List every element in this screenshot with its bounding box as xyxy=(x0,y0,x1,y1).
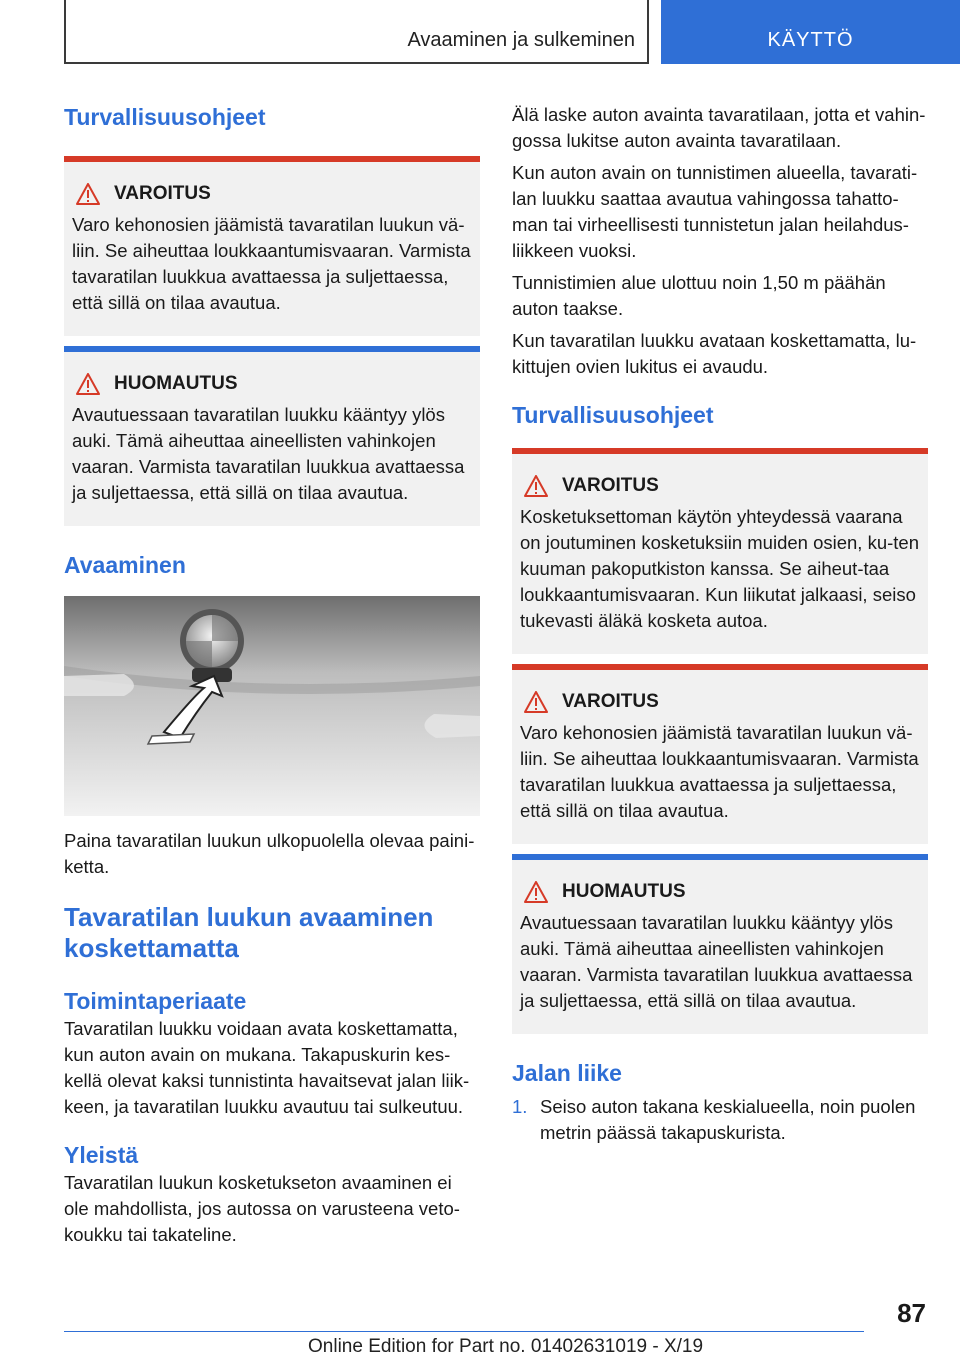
warning-title xyxy=(520,472,920,500)
left-column xyxy=(64,96,480,1248)
page-number: 87 xyxy=(897,1298,926,1328)
heading-safety-right: Turvallisuusohjeet xyxy=(512,402,714,428)
paragraph-key-inside: Älä laske auton avainta tavaratilaan, jotta et vahin-gossa lukitse auton avainta tavaratilaan. xyxy=(512,104,926,151)
principle-text: Tavaratilan luukku voidaan avata koskettamatta, kun auton avain on mukana. Takapuskurin kes-kellä olevat kaksi tunnistinta havaitsevat jalan liik-keen, ja tavaratilan luukku avautuu tai sulkeutuu. xyxy=(64,1018,470,1117)
trunk-illustration-svg xyxy=(64,596,480,816)
heading-general: Yleistä xyxy=(64,1142,139,1168)
warning-title xyxy=(72,180,472,208)
chapter-title: Avaaminen ja sulkeminen xyxy=(407,29,635,51)
general-text: Tavaratilan luukun kosketukseton avaaminen ei ole mahdollista, jos autossa on varusteena veto-koukku tai takateline. xyxy=(64,1172,460,1245)
notice-text: Avautuessaan tavaratilan luukku kääntyy ylös auki. Tämä aiheuttaa aineellisten vahinkojen vaaran. Varmista tavaratilan luukkua avattaessa ja suljettaessa, että sillä on tilaa avautua. xyxy=(520,912,913,1011)
warning-text: Kosketuksettoman käytön yhteydessä vaarana on joutuminen kosketuksiin muiden osien, ku-ten kuuman pakoputkiston kanssa. Se aiheut-taa loukkaantumisvaaran. Kun liikutat jalkaasi, seiso tukevasti äläkä kosketa autoa. xyxy=(520,506,920,631)
warning-text: Varo kehonosien jäämistä tavaratilan luukun vä-liin. Se aiheuttaa loukkaantumisvaaran. Varmista tavaratilan luukkua avattaessa ja suljettaessa, että sillä on tilaa avautua. xyxy=(520,722,919,821)
heading-safety: Turvallisuusohjeet xyxy=(64,104,266,130)
footer-divider xyxy=(64,1331,864,1332)
heading-opening: Avaaminen xyxy=(64,552,186,578)
warning-label: VAROITUS xyxy=(562,691,659,712)
warning-title xyxy=(520,688,920,716)
warning-label: VAROITUS xyxy=(114,183,211,204)
step-text: Seiso auton takana keskialueella, noin puolen metrin päässä takapuskurista. xyxy=(540,1096,916,1143)
notice-box xyxy=(64,346,480,526)
notice-label: HUOMAUTUS xyxy=(114,373,238,394)
footer-edition: Online Edition for Part no. 01402631019 - X/19 xyxy=(308,1336,704,1357)
section-title: KÄYTTÖ xyxy=(767,29,854,51)
right-column xyxy=(512,96,928,1146)
paragraph-doors-locked: Kun tavaratilan luukku avataan koskettamatta, lu-kittujen ovien lukitus ei avaudu. xyxy=(512,330,917,377)
trunk-button-illustration xyxy=(64,596,480,816)
warning-box xyxy=(512,664,928,844)
warning-box xyxy=(512,448,928,654)
notice-title xyxy=(72,370,472,398)
warning-triangle-icon xyxy=(524,881,548,903)
heading-foot-movement: Jalan liike xyxy=(512,1060,622,1086)
notice-label: HUOMAUTUS xyxy=(562,881,686,902)
notice-text: Avautuessaan tavaratilan luukku kääntyy ylös auki. Tämä aiheuttaa aineellisten vahinkojen vaaran. Varmista tavaratilan luukkua avattaessa ja suljettaessa, että sillä on tilaa avautua. xyxy=(72,404,465,503)
figure-caption: Paina tavaratilan luukun ulkopuolella olevaa paini-ketta. xyxy=(64,830,475,877)
warning-box xyxy=(64,156,480,336)
header-chapter-tab xyxy=(64,0,649,64)
list-item xyxy=(512,1094,928,1146)
warning-triangle-icon xyxy=(524,691,548,713)
heading-touchless-opening: Tavaratilan luukun avaaminen koskettamatta xyxy=(64,902,434,963)
notice-title xyxy=(520,878,920,906)
warning-label: VAROITUS xyxy=(562,475,659,496)
step-number: 1. xyxy=(512,1096,528,1117)
warning-triangle-icon xyxy=(76,183,100,205)
warning-text: Varo kehonosien jäämistä tavaratilan luukun vä-liin. Se aiheuttaa loukkaantumisvaaran. Varmista tavaratilan luukkua avattaessa ja suljettaessa, että sillä on tilaa avautua. xyxy=(72,214,471,313)
paragraph-accidental-open: Kun auton avain on tunnistimen alueella, tavarati-lan luukku saattaa avautua vahingossa tahatto-man tai virheellisesti tunnistetun jalan heilahdus-liikkeen vuoksi. xyxy=(512,162,918,261)
heading-principle: Toimintaperiaate xyxy=(64,988,247,1014)
header-section-tab xyxy=(661,0,960,64)
warning-triangle-icon xyxy=(524,475,548,497)
notice-box xyxy=(512,854,928,1034)
warning-triangle-icon xyxy=(76,373,100,395)
paragraph-sensor-range: Tunnistimien alue ulottuu noin 1,50 m päähän auton taakse. xyxy=(512,272,886,319)
